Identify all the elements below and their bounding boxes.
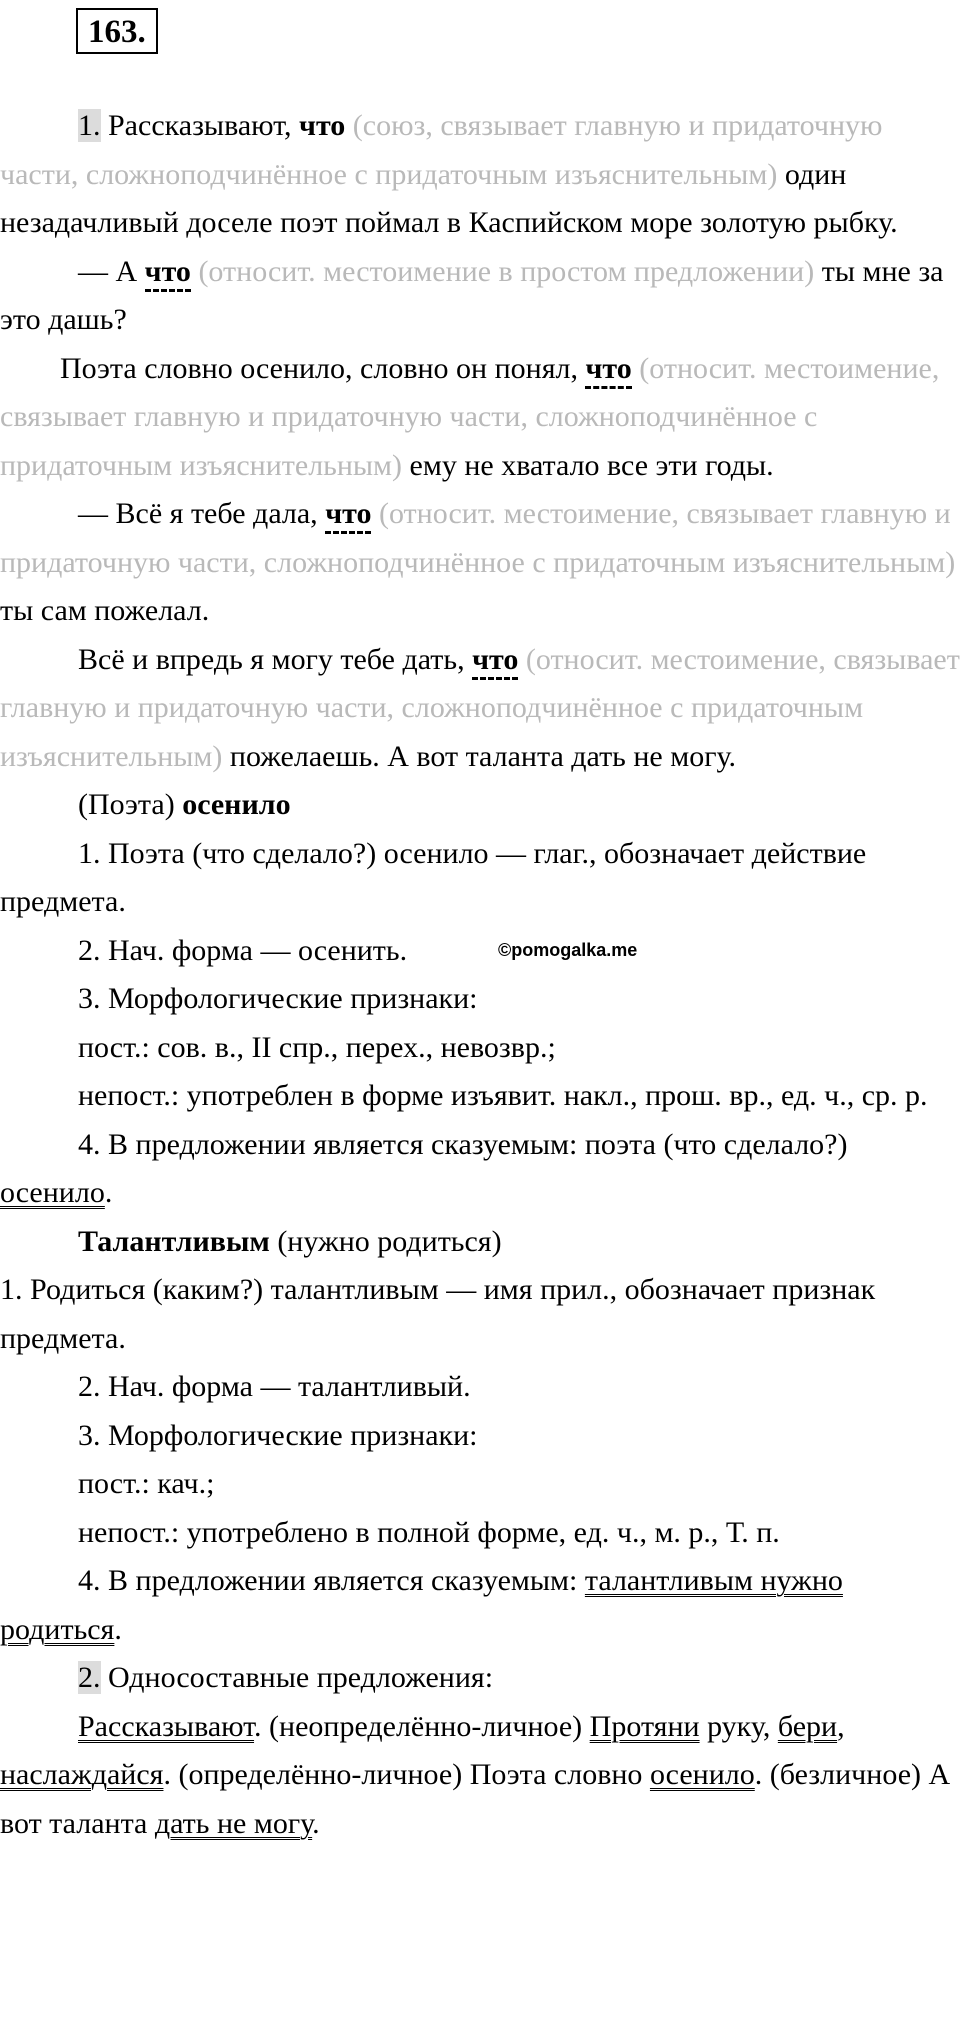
predicate: наслаждайся — [0, 1758, 164, 1791]
part-marker: 1. — [78, 109, 101, 142]
grammar-note: (относит. местоимение в простом предложении) — [190, 254, 815, 288]
analysis-heading-verb: (Поэта) осенило — [78, 788, 291, 821]
exercise-number: 163. — [76, 8, 158, 54]
analysis-line: 3. Морфологические признаки: — [78, 982, 478, 1015]
analysis-line: 4. В предложении является сказуемым: поэта (что сделало?) осенило. — [0, 1127, 848, 1209]
analyzed-word: что — [585, 352, 631, 389]
predicate: бери — [777, 1709, 838, 1743]
grammar-note: (относит. местоимение, связывает главную и придаточную части, сложноподчинённое с придаточным изъяснительным) — [0, 642, 960, 773]
analysis-line: непост.: употреблен в форме изъявит. накл., прош. вр., ед. ч., ср. р. — [78, 1079, 928, 1112]
watermark: ©pomogalka.me — [498, 940, 638, 960]
grammar-note: (союз, связывает главную и придаточную части, сложноподчинённое с придаточным изъяснительным) — [0, 109, 883, 191]
sentence-2: — А что (относит. местоимение в простом предложении) ты мне за это дашь? — [0, 254, 944, 336]
analysis-line: 4. В предложении является сказуемым: талантливым нужно родиться. — [0, 1564, 843, 1646]
analysis-line: 3. Морфологические признаки: — [78, 1418, 478, 1452]
answer-text — [0, 102, 960, 1848]
one-member-sentences: Рассказывают. (неопределённо-личное) Протяни руку, бери, наслаждайся. (определённо-личное) Поэта словно осенило. (безличное) А вот таланта дать не могу. — [0, 1709, 951, 1840]
analysis-line: 1. Родиться (каким?) талантливым — имя прил., обозначает признак предмета. — [0, 1273, 876, 1355]
analysis-line: 2. Нач. форма — осенить. — [78, 933, 408, 967]
analyzed-word: что — [299, 109, 346, 142]
grammar-note: (относит. местоимение, связывает главную и придаточную части, сложноподчинённое с придаточным изъяснительным) — [0, 351, 940, 482]
grammar-note: (относит. местоимение, связывает главную и придаточную части, сложноподчинённое с придаточным изъяснительным) — [0, 497, 956, 579]
analyzed-word: что — [325, 497, 371, 534]
sentence-1: 1. Рассказывают, что (союз, связывает главную и придаточную части, сложноподчинённое с придаточным изъяснительным) один незадачливый доселе поэт поймал в Каспийском море золотую рыбку. — [0, 109, 898, 239]
analysis-line: 2. Нач. форма — талантливый. — [78, 1370, 471, 1403]
analysis-line: пост.: сов. в., II спр., перех., невозвр.; — [78, 1030, 556, 1064]
predicate: дать не могу — [154, 1806, 313, 1840]
predicate: талантливым нужно родиться — [0, 1564, 843, 1646]
sentence-5: Всё и впредь я могу тебе дать, что (относит. местоимение, связывает главную и придаточную части, сложноподчинённое с придаточным изъяснительным) пожелаешь. А вот таланта дать не могу. — [0, 642, 960, 773]
analysis-line: 1. Поэта (что сделало?) осенило — глаг., обозначает действие предмета. — [0, 836, 867, 918]
predicate: Протяни — [589, 1709, 700, 1743]
predicate: осенило — [0, 1176, 105, 1209]
predicate: Рассказывают — [78, 1709, 255, 1743]
analyzed-word: что — [145, 255, 191, 292]
analyzed-word: что — [472, 643, 518, 680]
predicate: осенило — [649, 1758, 755, 1791]
sentence-3: Поэта словно осенило, словно он понял, что (относит. местоимение, связывает главную и придаточную части, сложноподчинённое с придаточным изъяснительным) ему не хватало все эти годы. — [0, 351, 940, 482]
part-2-heading: 2. Односоставные предложения: — [78, 1661, 494, 1694]
analysis-line: непост.: употреблено в полной форме, ед. ч., м. р., Т. п. — [78, 1515, 780, 1549]
analysis-line: пост.: кач.; — [78, 1467, 215, 1500]
sentence-4: — Всё я тебе дала, что (относит. местоимение, связывает главную и придаточную части, сложноподчинённое с придаточным изъяснительным) ты сам пожелал. — [0, 497, 956, 627]
analysis-heading-adjective: Талантливым (нужно родиться) — [78, 1224, 502, 1258]
part-marker: 2. — [78, 1661, 101, 1694]
